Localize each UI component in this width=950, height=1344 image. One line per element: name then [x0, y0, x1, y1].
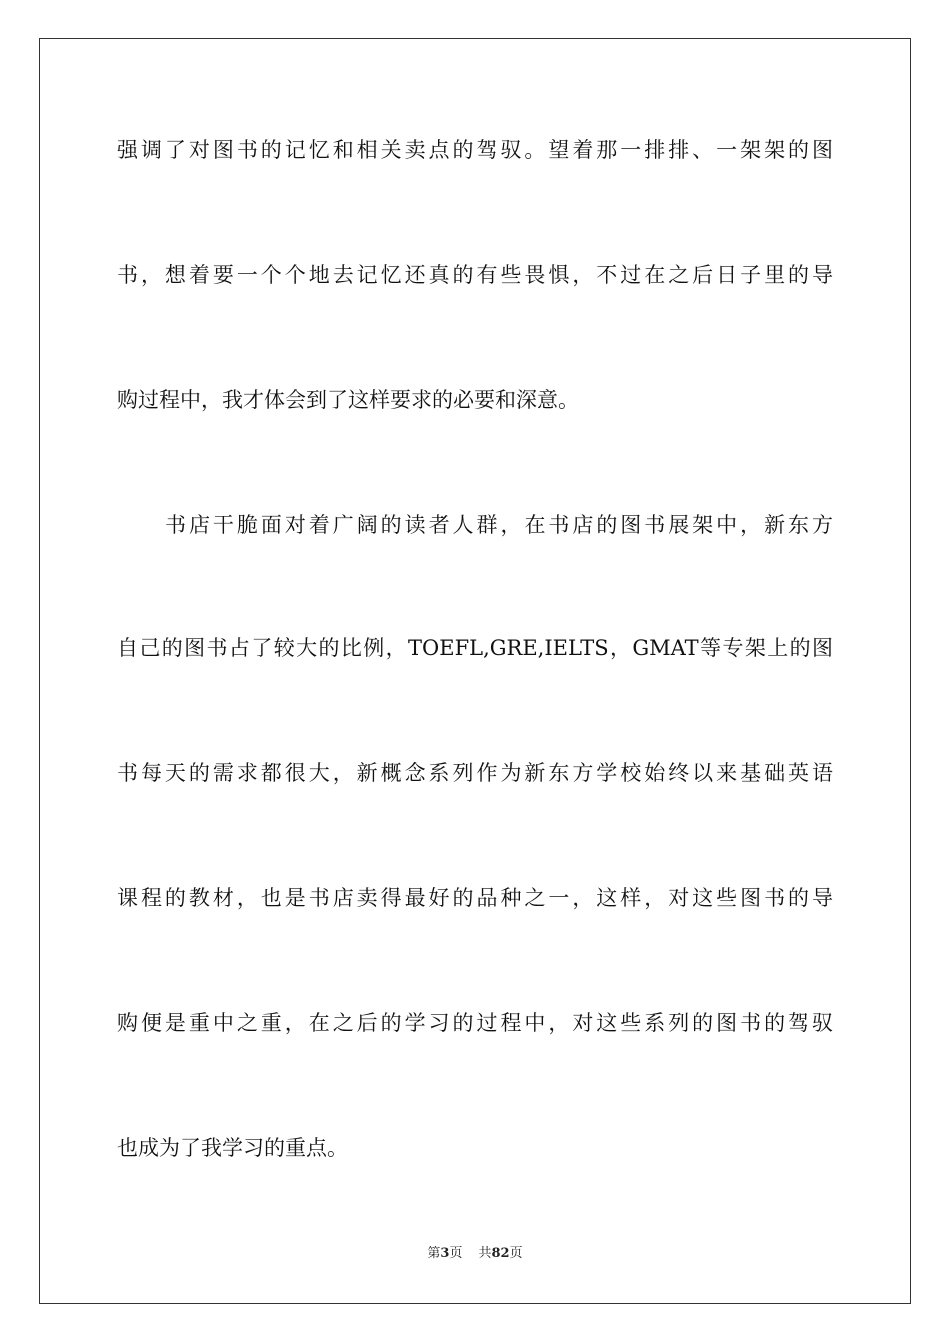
page-prefix: 第 — [427, 1246, 441, 1261]
total-suffix: 页 — [509, 1246, 523, 1261]
page-number: 3 — [440, 1246, 450, 1261]
text-line: 书店干脆面对着广阔的读者人群，在书店的图书展架中，新东方 — [165, 513, 833, 537]
text-line: 购过程中，我才体会到了这样要求的必要和深意。 — [117, 388, 579, 412]
page-suffix: 页 — [449, 1246, 463, 1261]
total-prefix: 共 — [478, 1246, 492, 1261]
total-pages: 82 — [491, 1246, 510, 1261]
text-line: 课程的教材，也是书店卖得最好的品种之一，这样，对这些图书的导 — [117, 886, 833, 910]
page-footer — [0, 1245, 950, 1263]
page-border — [39, 38, 911, 1304]
text-line: 书，想着要一个个地去记忆还真的有些畏惧，不过在之后日子里的导 — [117, 263, 833, 287]
text-line: 也成为了我学习的重点。 — [117, 1136, 348, 1160]
text-line: 强调了对图书的记忆和相关卖点的驾驭。望着那一排排、一架架的图 — [117, 138, 833, 162]
text-line: 书每天的需求都很大，新概念系列作为新东方学校始终以来基础英语 — [117, 761, 833, 785]
text-line: 自己的图书占了较大的比例，TOEFL,GRE,IELTS，GMAT等专架上的图 — [117, 636, 833, 660]
text-line: 购便是重中之重，在之后的学习的过程中，对这些系列的图书的驾驭 — [117, 1011, 833, 1035]
